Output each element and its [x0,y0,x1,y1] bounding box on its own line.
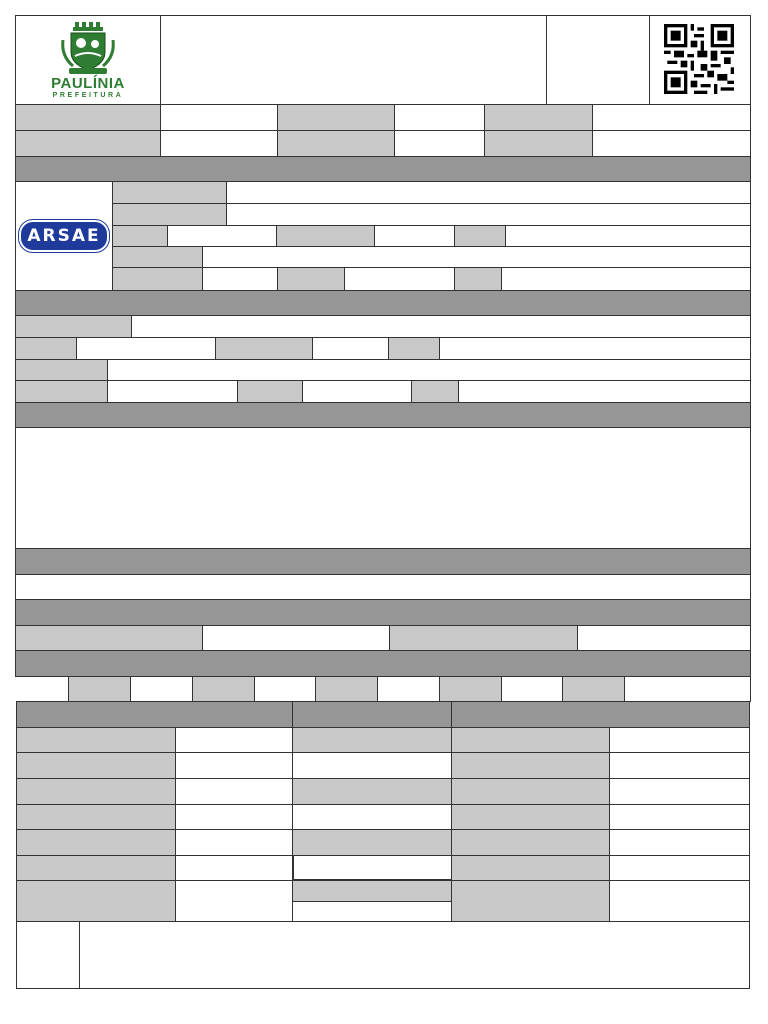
subject-field[interactable] [312,337,389,360]
table-value-cell[interactable] [175,880,293,922]
table-value-cell[interactable] [609,855,750,881]
header-field[interactable] [160,130,278,157]
agency-field[interactable] [167,225,277,247]
table-value-cell[interactable] [292,855,452,881]
observations-field[interactable] [79,921,750,989]
checkbox-label [315,676,378,702]
table-value-cell[interactable] [609,804,750,830]
section-header-description [15,402,751,428]
table-value-cell[interactable] [175,804,293,830]
table-label-cell [16,804,176,830]
header-field[interactable] [394,130,485,157]
legal-basis-field[interactable] [15,574,751,600]
header-label [484,130,593,157]
checkbox-field[interactable] [377,676,440,702]
table-header-cell [292,701,452,728]
agency-label [112,225,168,247]
header-label [277,104,395,131]
table-value-cell[interactable] [609,880,750,922]
table-value-cell[interactable] [292,752,452,779]
table-label-cell [451,880,610,922]
agency-label [112,181,227,204]
agency-field[interactable] [202,267,278,291]
checkbox-field[interactable] [624,676,751,702]
arsae-logo [15,181,113,291]
subject-field[interactable] [107,359,751,381]
checkbox-field[interactable] [254,676,316,702]
arsae-logo-text: ARSAE [27,226,101,246]
subject-label [237,380,303,403]
deadline-label [389,625,578,651]
table-value-cell[interactable] [609,727,750,753]
subject-label [411,380,459,403]
table-value-cell[interactable] [175,727,293,753]
subject-field[interactable] [458,380,751,403]
subject-field[interactable] [439,337,751,360]
table-label-cell [292,829,452,856]
subject-field[interactable] [76,337,216,360]
table-label-cell [451,727,610,753]
header-field[interactable] [592,130,751,157]
deadline-field[interactable] [577,625,751,651]
table-label-cell [292,880,452,902]
table-label-cell [451,778,610,805]
table-label-cell [16,880,176,922]
checkbox-field[interactable] [130,676,193,702]
table-label-cell [292,727,452,753]
agency-label [112,203,227,226]
header-field[interactable] [394,104,485,131]
subject-field[interactable] [302,380,412,403]
agency-label [454,267,502,291]
table-value-cell[interactable] [292,804,452,830]
section-header-subject [15,290,751,316]
table-label-cell [16,778,176,805]
header-label [15,130,161,157]
agency-label [112,267,203,291]
agency-label [454,225,506,247]
table-label-cell [451,855,610,881]
agency-field[interactable] [226,181,751,204]
subject-field[interactable] [107,380,238,403]
table-label-cell [451,804,610,830]
logo-subtitle: PREFEITURA [52,92,124,99]
document-title-cell [160,15,547,105]
section-header-deadline [15,599,751,626]
agency-field[interactable] [344,267,455,291]
checkbox-label [439,676,502,702]
subject-field[interactable] [131,315,751,338]
table-value-cell[interactable] [175,829,293,856]
observations-label-cell [16,921,80,989]
subject-label [15,337,77,360]
agency-label [277,267,345,291]
subject-label [15,380,108,403]
table-value-cell[interactable] [609,778,750,805]
checkbox-field[interactable] [501,676,563,702]
arsae-badge [19,220,109,252]
description-area[interactable] [15,427,751,549]
prefeitura-logo [15,15,161,105]
checkbox-label [562,676,625,702]
table-label-cell [451,829,610,856]
agency-label [276,225,375,247]
agency-field[interactable] [374,225,455,247]
agency-field[interactable] [202,246,751,268]
table-label-cell [16,829,176,856]
header-field[interactable] [592,104,751,131]
table-header-cell [451,701,750,728]
qr-code-cell [649,15,751,105]
coat-of-arms-icon [57,20,119,76]
subject-label [388,337,440,360]
table-label-cell [16,752,176,779]
table-value-cell[interactable] [175,855,293,881]
subject-label [215,337,313,360]
table-header-cell [16,701,293,728]
table-label-cell [16,855,176,881]
table-value-cell[interactable] [292,901,452,922]
header-label [484,104,593,131]
table-value-cell[interactable] [609,752,750,779]
table-label-cell [292,778,452,805]
table-value-cell[interactable] [175,778,293,805]
deadline-label [15,625,203,651]
header-field[interactable] [160,104,278,131]
table-value-cell[interactable] [609,829,750,856]
section-header-agency [15,156,751,182]
table-label-cell [451,752,610,779]
agency-label [112,246,203,268]
agency-field[interactable] [226,203,751,226]
logo-title: PAULÍNIA [51,75,125,92]
checkbox-label [192,676,255,702]
table-label-cell [16,727,176,753]
document-number-cell [546,15,650,105]
header-label [277,130,395,157]
agency-field[interactable] [505,225,751,247]
section-header-signatures [15,650,751,677]
checkbox-label [68,676,131,702]
subject-label [15,315,132,338]
section-header-legal-basis [15,548,751,575]
subject-label [15,359,108,381]
table-value-cell[interactable] [175,752,293,779]
header-label [15,104,161,131]
deadline-field[interactable] [202,625,390,651]
qr-code-icon [664,24,734,94]
agency-field[interactable] [501,267,751,291]
